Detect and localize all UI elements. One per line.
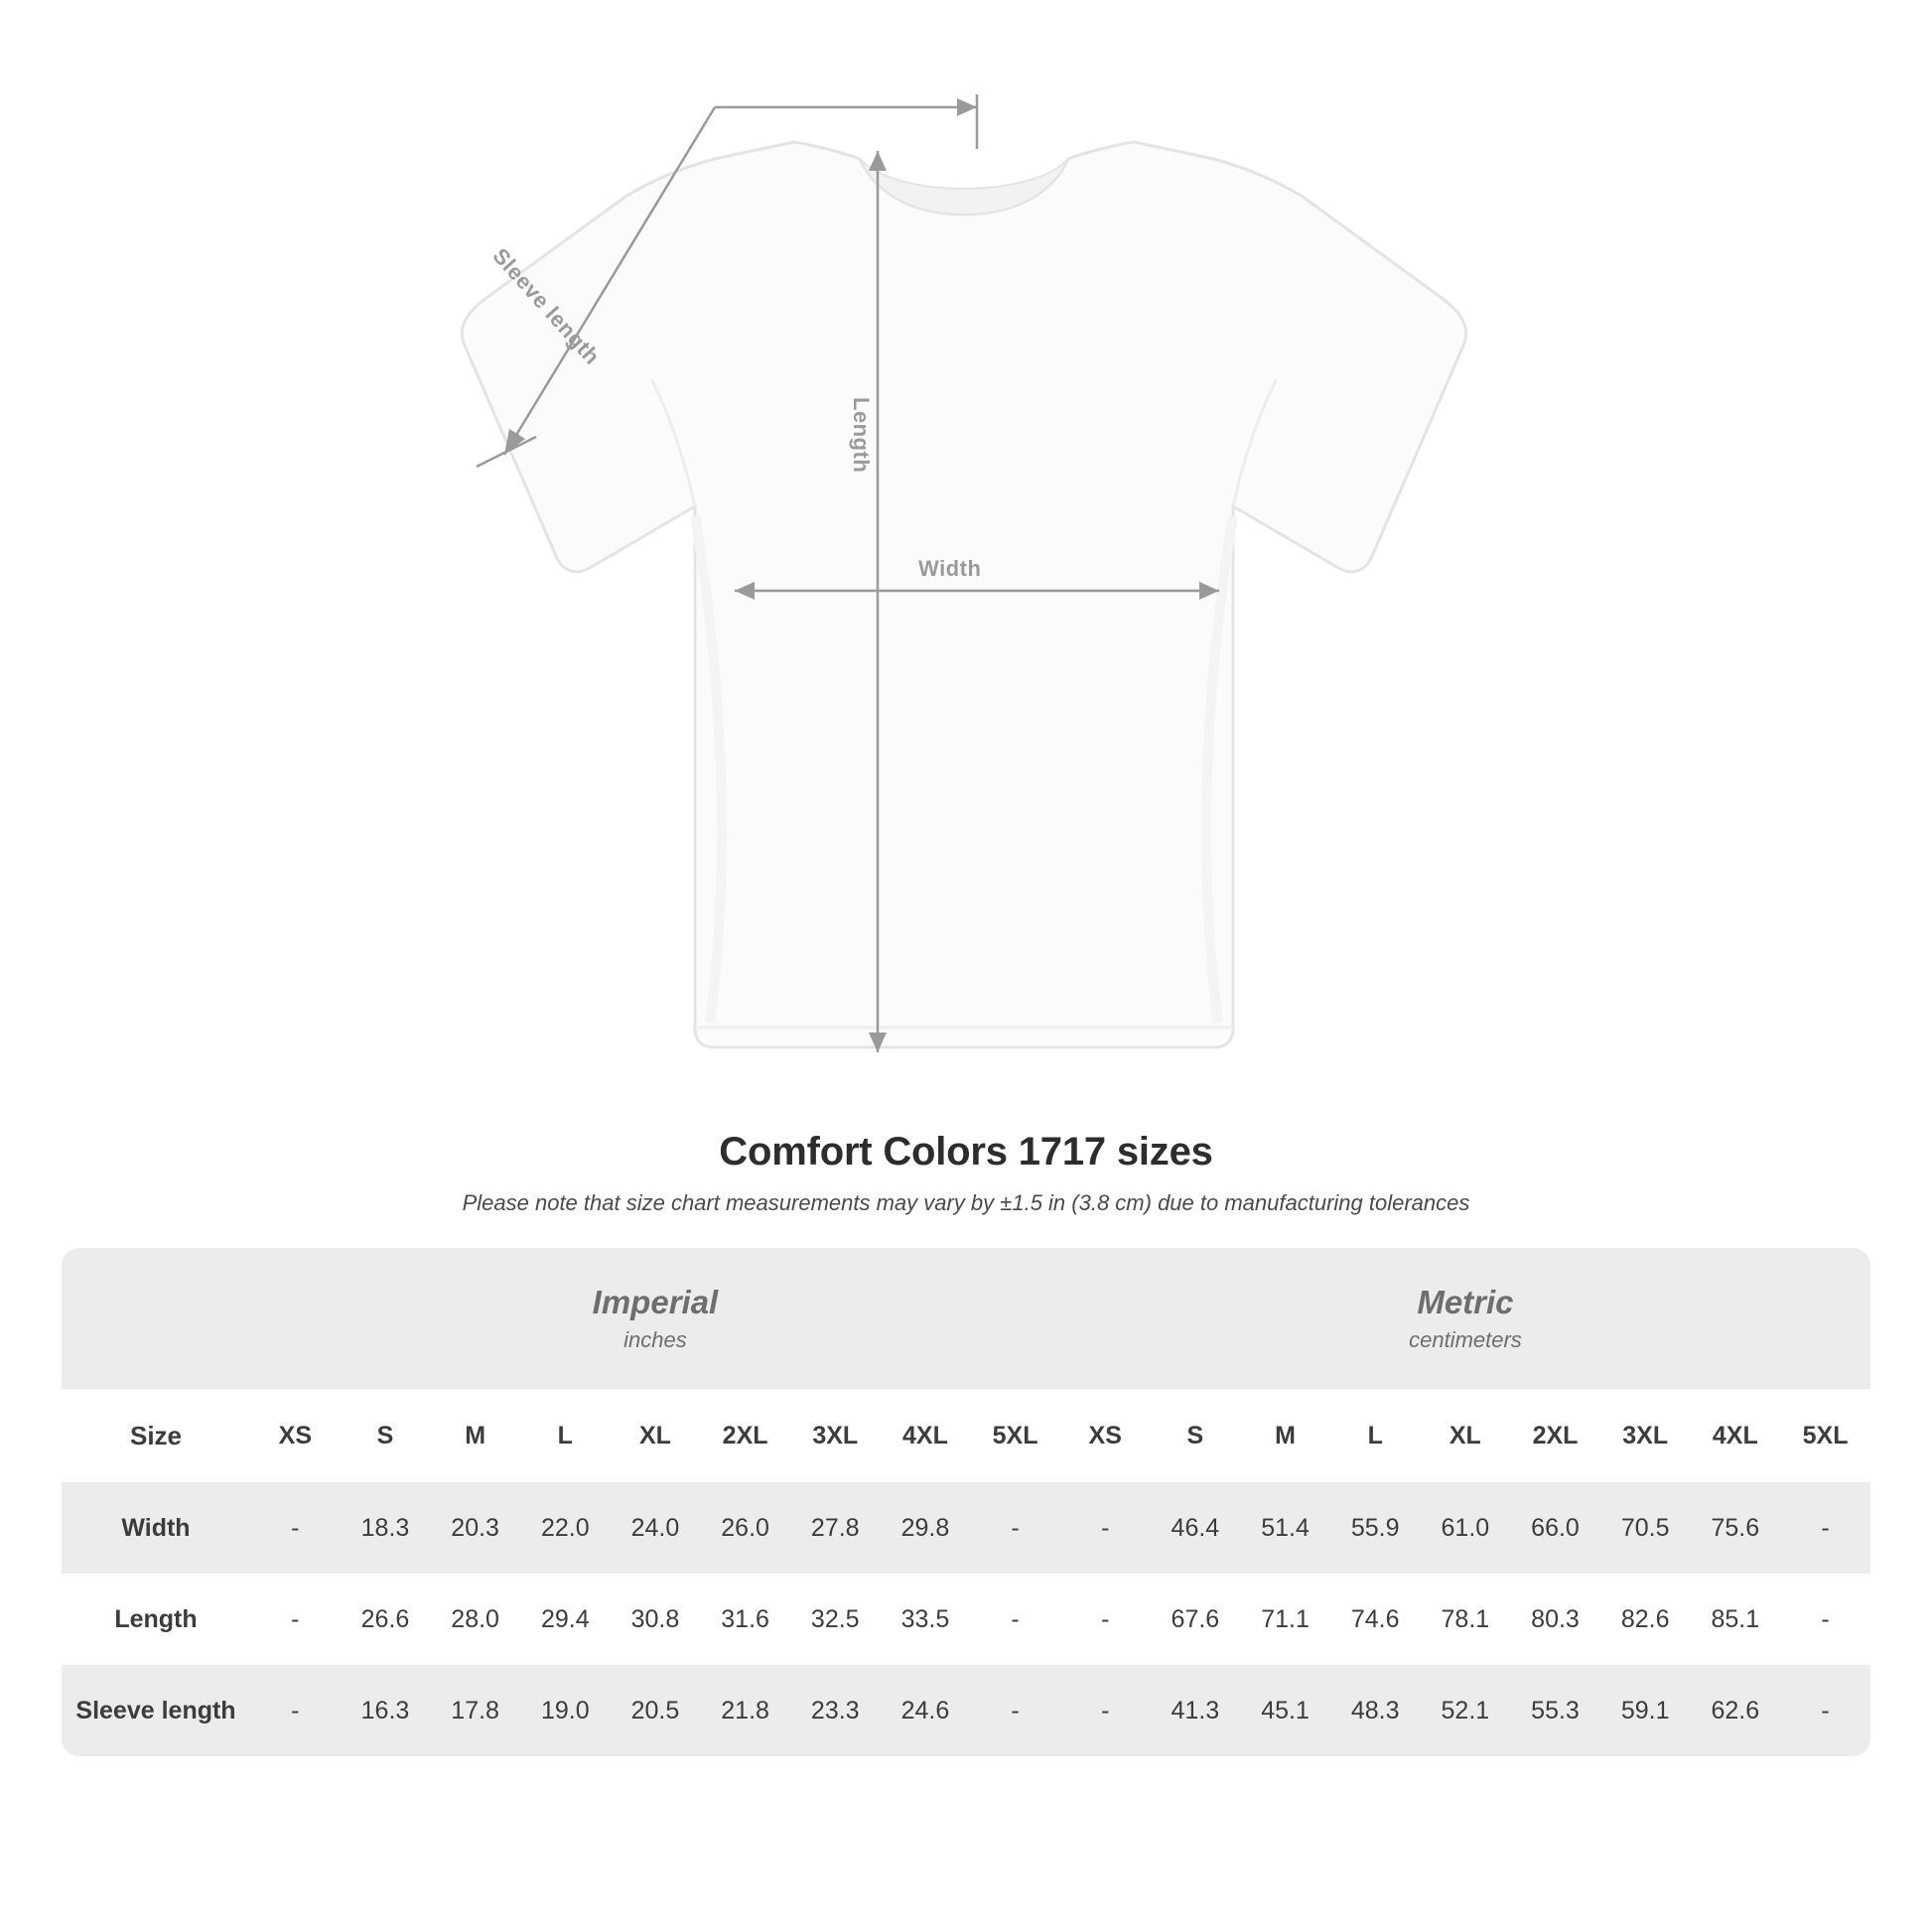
heading-block [0,1130,1932,1216]
cell-width-imperial-2xl: 26.0 [700,1482,790,1574]
tolerance-note: Please note that size chart measurements may vary by ±1.5 in (3.8 cm) due to manufacturing tolerances [462,1190,1470,1215]
size-header-metric-xl: XL [1421,1389,1511,1482]
size-header-metric-3xl: 3XL [1600,1389,1691,1482]
size-header-row [62,1389,1870,1482]
cell-width-imperial-s: 18.3 [341,1482,431,1574]
size-header-imperial-xs: XS [250,1389,341,1482]
unit-name-imperial: Imperial [592,1284,719,1321]
cell-sleeve-imperial-3xl: 23.3 [790,1665,881,1756]
unit-header-imperial [250,1248,1060,1389]
size-table-wrapper [62,1248,1870,1756]
cell-sleeve-metric-xs: - [1060,1665,1151,1756]
size-header-imperial-3xl: 3XL [790,1389,881,1482]
cell-length-metric-2xl: 80.3 [1510,1574,1600,1665]
cell-width-metric-4xl: 75.6 [1691,1482,1781,1574]
page-title: Comfort Colors 1717 sizes [719,1130,1213,1173]
cell-length-imperial-l: 29.4 [520,1574,611,1665]
size-header-metric-4xl: 4XL [1691,1389,1781,1482]
cell-width-metric-m: 51.4 [1240,1482,1330,1574]
unit-sub-metric: centimeters [1409,1326,1522,1352]
cell-sleeve-metric-s: 41.3 [1151,1665,1241,1756]
size-header-imperial-4xl: 4XL [881,1389,971,1482]
cell-width-imperial-3xl: 27.8 [790,1482,881,1574]
cell-width-imperial-5xl: - [970,1482,1060,1574]
cell-length-imperial-3xl: 32.5 [790,1574,881,1665]
cell-width-metric-2xl: 66.0 [1510,1482,1600,1574]
cell-sleeve-imperial-s: 16.3 [341,1665,431,1756]
cell-length-imperial-4xl: 33.5 [881,1574,971,1665]
cell-width-imperial-xs: - [250,1482,341,1574]
size-header-metric-5xl: 5XL [1780,1389,1870,1482]
unit-header-metric [1060,1248,1870,1389]
cell-width-metric-xs: - [1060,1482,1151,1574]
row-label-length: Length [62,1574,250,1665]
width-dimension-label: Width [918,556,982,581]
cell-width-metric-5xl: - [1780,1482,1870,1574]
cell-length-metric-s: 67.6 [1151,1574,1241,1665]
cell-length-metric-l: 74.6 [1330,1574,1421,1665]
cell-width-imperial-xl: 24.0 [611,1482,701,1574]
cell-width-imperial-4xl: 29.8 [881,1482,971,1574]
cell-sleeve-metric-m: 45.1 [1240,1665,1330,1756]
unit-sub-imperial: inches [623,1326,687,1352]
size-header-metric-s: S [1151,1389,1241,1482]
table-row [62,1482,1870,1574]
cell-length-metric-3xl: 82.6 [1600,1574,1691,1665]
cell-sleeve-metric-xl: 52.1 [1421,1665,1511,1756]
cell-length-metric-4xl: 85.1 [1691,1574,1781,1665]
cell-length-metric-xs: - [1060,1574,1151,1665]
cell-length-imperial-2xl: 31.6 [700,1574,790,1665]
cell-length-imperial-xs: - [250,1574,341,1665]
size-header-imperial-5xl: 5XL [970,1389,1060,1482]
cell-length-metric-xl: 78.1 [1421,1574,1511,1665]
cell-length-metric-5xl: - [1780,1574,1870,1665]
cell-sleeve-imperial-xs: - [250,1665,341,1756]
cell-sleeve-metric-3xl: 59.1 [1600,1665,1691,1756]
size-header-imperial-2xl: 2XL [700,1389,790,1482]
size-header-label: Size [62,1389,250,1482]
cell-sleeve-imperial-4xl: 24.6 [881,1665,971,1756]
cell-width-metric-3xl: 70.5 [1600,1482,1691,1574]
cell-sleeve-imperial-l: 19.0 [520,1665,611,1756]
unit-header-spacer [62,1248,250,1389]
cell-length-imperial-m: 28.0 [430,1574,520,1665]
cell-sleeve-metric-l: 48.3 [1330,1665,1421,1756]
size-header-imperial-s: S [341,1389,431,1482]
cell-sleeve-imperial-m: 17.8 [430,1665,520,1756]
row-label-width: Width [62,1482,250,1574]
cell-sleeve-metric-5xl: - [1780,1665,1870,1756]
cell-sleeve-metric-2xl: 55.3 [1510,1665,1600,1756]
cell-width-metric-l: 55.9 [1330,1482,1421,1574]
cell-sleeve-imperial-xl: 20.5 [611,1665,701,1756]
cell-width-imperial-m: 20.3 [430,1482,520,1574]
size-header-imperial-l: L [520,1389,611,1482]
row-label-sleeve-length: Sleeve length [62,1665,250,1756]
cell-sleeve-metric-4xl: 62.6 [1691,1665,1781,1756]
table-row [62,1665,1870,1756]
cell-sleeve-imperial-5xl: - [970,1665,1060,1756]
size-table [62,1248,1870,1756]
sleeve-length-dimension-label: Sleeve length [487,243,606,369]
size-header-metric-m: M [1240,1389,1330,1482]
unit-name-metric: Metric [1417,1284,1514,1321]
size-header-imperial-m: M [430,1389,520,1482]
size-header-imperial-xl: XL [611,1389,701,1482]
size-header-metric-xs: XS [1060,1389,1151,1482]
cell-length-imperial-5xl: - [970,1574,1060,1665]
length-dimension-label: Length [849,397,874,474]
table-row [62,1574,1870,1665]
cell-length-imperial-xl: 30.8 [611,1574,701,1665]
cell-width-imperial-l: 22.0 [520,1482,611,1574]
size-header-metric-l: L [1330,1389,1421,1482]
cell-width-metric-s: 46.4 [1151,1482,1241,1574]
cell-width-metric-xl: 61.0 [1421,1482,1511,1574]
cell-length-imperial-s: 26.6 [341,1574,431,1665]
cell-length-metric-m: 71.1 [1240,1574,1330,1665]
cell-sleeve-imperial-2xl: 21.8 [700,1665,790,1756]
unit-header-row [62,1248,1870,1389]
size-header-metric-2xl: 2XL [1510,1389,1600,1482]
